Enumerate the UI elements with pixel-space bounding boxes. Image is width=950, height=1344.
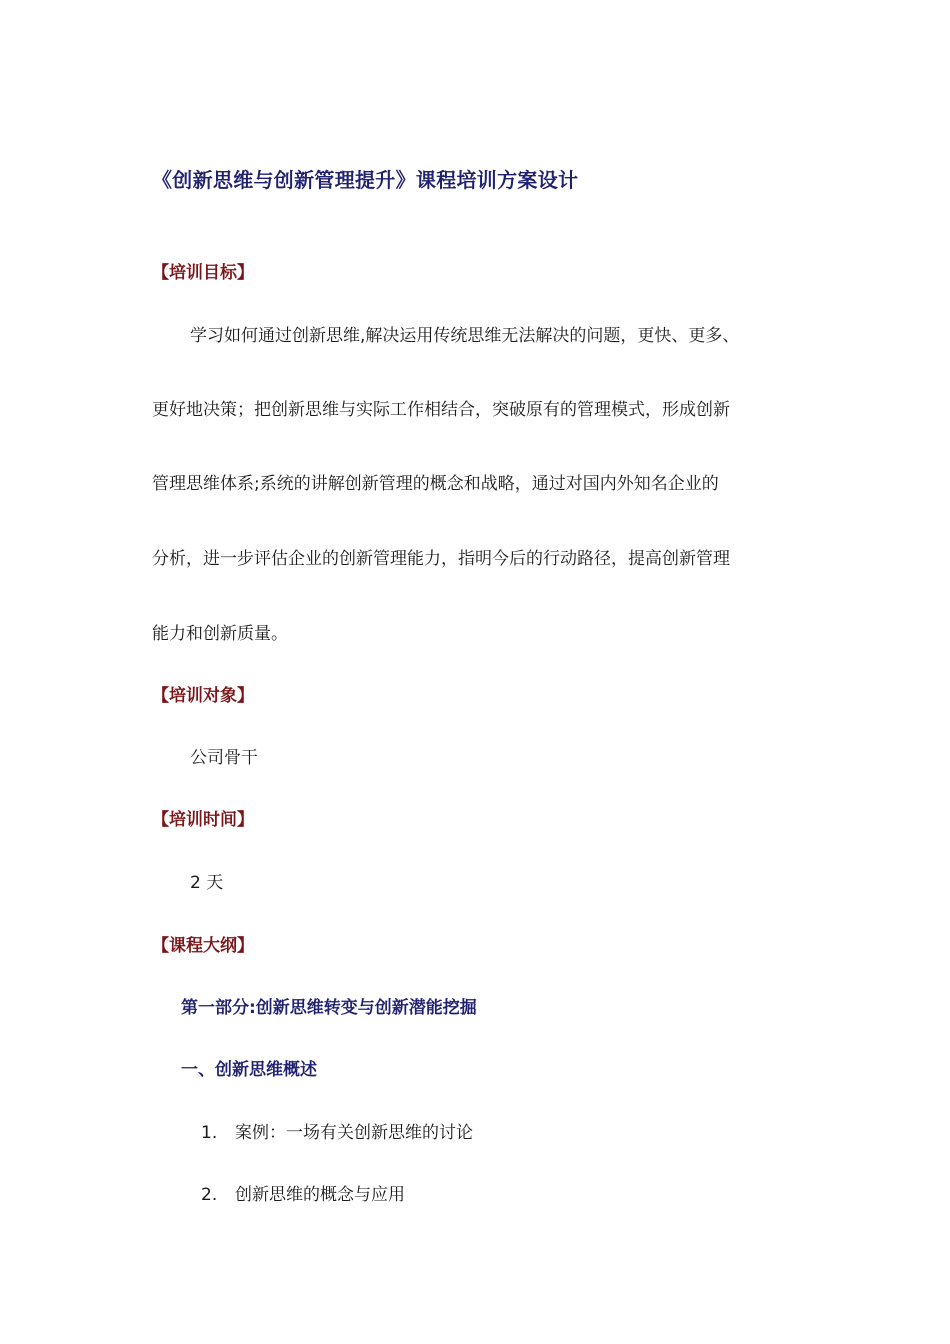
duration-text: 2 天 <box>190 873 224 893</box>
outline-heading: 【课程大纲】 <box>152 936 254 956</box>
list-item-number: 1. <box>201 1123 218 1143</box>
document-title: 《创新思维与创新管理提升》课程培训方案设计 <box>152 168 579 192</box>
outline-list-item <box>201 1180 405 1205</box>
list-item-number: 2. <box>201 1185 218 1205</box>
objective-heading: 【培训目标】 <box>152 263 254 283</box>
objective-line-1: 学习如何通过创新思维,解决运用传统思维无法解决的问题，更快、更多、 <box>190 326 740 346</box>
list-item-text: 创新思维的概念与应用 <box>235 1185 405 1205</box>
outline-list-item <box>201 1118 473 1143</box>
outline-part-title: 第一部分:创新思维转变与创新潜能挖掘 <box>181 998 477 1018</box>
objective-line-5: 能力和创新质量。 <box>152 624 288 644</box>
outline-chapter-title: 一、创新思维概述 <box>181 1060 317 1080</box>
objective-line-4: 分析，进一步评估企业的创新管理能力，指明今后的行动路径，提高创新管理 <box>152 549 730 569</box>
duration-heading: 【培训时间】 <box>152 810 254 830</box>
list-item-text: 案例：一场有关创新思维的讨论 <box>235 1123 473 1143</box>
objective-line-3: 管理思维体系;系统的讲解创新管理的概念和战略，通过对国内外知名企业的 <box>152 474 719 494</box>
audience-text: 公司骨干 <box>190 748 258 768</box>
audience-heading: 【培训对象】 <box>152 686 254 706</box>
objective-line-2: 更好地决策；把创新思维与实际工作相结合，突破原有的管理模式，形成创新 <box>152 400 730 420</box>
